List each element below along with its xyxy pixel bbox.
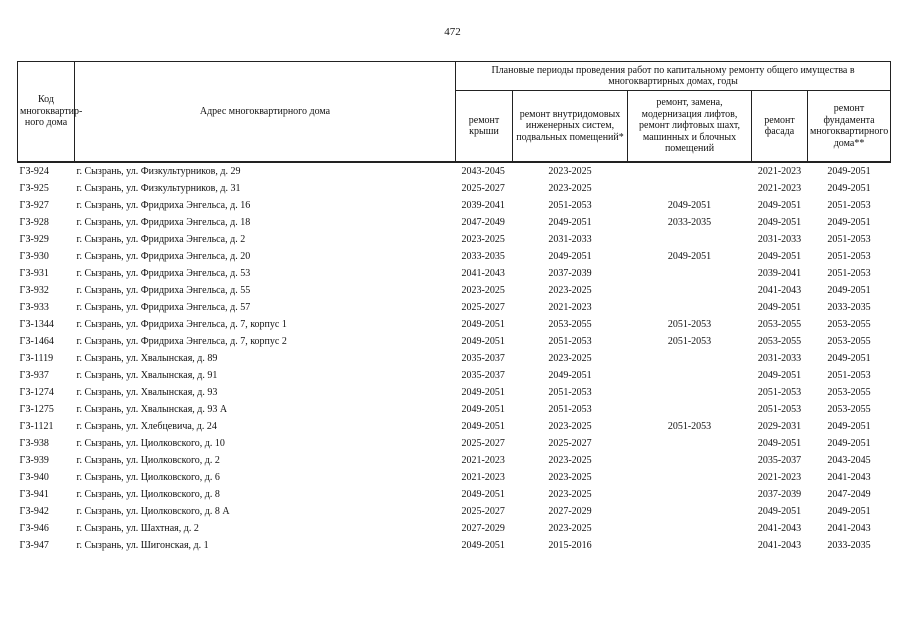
cell-code: ГЗ-924 — [19, 166, 49, 177]
cell-address: г. Сызрань, ул. Хвалынская, д. 89 — [76, 353, 218, 364]
table-row — [18, 214, 891, 231]
cell-foundation: 2051-2053 — [827, 251, 871, 262]
cell-elevators — [628, 469, 752, 486]
cell-elevators — [628, 537, 752, 554]
cell-foundation: 2043-2045 — [827, 455, 871, 466]
cell-systems: 2023-2025 — [548, 353, 592, 364]
cell-facade: 2041-2043 — [757, 285, 802, 296]
cell-facade: 2037-2039 — [757, 489, 802, 500]
cell-facade: 2021-2023 — [757, 472, 802, 483]
cell-foundation: 2051-2053 — [827, 370, 871, 381]
cell-elevators — [628, 350, 752, 367]
cell-facade: 2029-2031 — [757, 421, 802, 432]
cell-elevators — [628, 452, 752, 469]
cell-systems: 2023-2025 — [548, 489, 592, 500]
header-planned-periods: Плановые периоды проведения работ по капитальному ремонту общего имущества в многоквартирных домах, годы — [456, 62, 891, 91]
cell-code: ГЗ-940 — [19, 472, 49, 483]
cell-systems: 2023-2025 — [548, 523, 592, 534]
cell-foundation: 2053-2055 — [827, 319, 871, 330]
cell-facade: 2051-2053 — [757, 404, 802, 415]
cell-address: г. Сызрань, ул. Физкультурников, д. 31 — [76, 183, 241, 194]
table-row — [18, 486, 891, 503]
cell-systems: 2037-2039 — [548, 268, 592, 279]
cell-address: г. Сызрань, ул. Фридриха Энгельса, д. 7, корпус 1 — [76, 319, 287, 330]
cell-foundation: 2051-2053 — [827, 234, 871, 245]
cell-facade: 2049-2051 — [757, 506, 802, 517]
cell-elevators — [628, 231, 752, 248]
cell-elevators — [628, 401, 752, 418]
cell-facade: 2031-2033 — [757, 234, 802, 245]
cell-roof: 2033-2035 — [461, 251, 505, 262]
cell-roof: 2049-2051 — [461, 540, 505, 551]
table-row — [18, 520, 891, 537]
cell-address: г. Сызрань, ул. Фридриха Энгельса, д. 55 — [76, 285, 251, 296]
cell-address: г. Сызрань, ул. Фридриха Энгельса, д. 57 — [76, 302, 251, 313]
cell-roof: 2049-2051 — [461, 336, 505, 347]
table-row — [18, 537, 891, 554]
header-code: Код многоквартир-ного дома — [18, 62, 75, 163]
cell-facade: 2041-2043 — [757, 540, 802, 551]
cell-address: г. Сызрань, ул. Хвалынская, д. 93 А — [76, 404, 228, 415]
table-row — [18, 401, 891, 418]
cell-code: ГЗ-946 — [19, 523, 49, 534]
table-row — [18, 162, 891, 180]
cell-roof: 2023-2025 — [461, 234, 505, 245]
table-row — [18, 418, 891, 435]
cell-systems: 2051-2053 — [548, 387, 592, 398]
cell-foundation: 2033-2035 — [827, 540, 871, 551]
cell-foundation: 2041-2043 — [827, 523, 871, 534]
cell-code: ГЗ-925 — [19, 183, 49, 194]
cell-foundation: 2049-2051 — [827, 285, 871, 296]
cell-elevators: 2051-2053 — [667, 319, 712, 330]
cell-foundation: 2041-2043 — [827, 472, 871, 483]
header-facade: ремонт фасада — [752, 91, 808, 163]
table-row — [18, 180, 891, 197]
cell-elevators: 2051-2053 — [667, 421, 712, 432]
cell-code: ГЗ-1275 — [19, 404, 54, 415]
cell-elevators: 2049-2051 — [667, 251, 712, 262]
cell-address: г. Сызрань, ул. Фридриха Энгельса, д. 2 — [76, 234, 246, 245]
cell-roof: 2025-2027 — [461, 506, 505, 517]
cell-roof: 2039-2041 — [461, 200, 505, 211]
cell-address: г. Сызрань, ул. Циолковского, д. 2 — [76, 455, 220, 466]
cell-code: ГЗ-938 — [19, 438, 49, 449]
cell-foundation: 2049-2051 — [827, 217, 871, 228]
cell-address: г. Сызрань, ул. Хвалынская, д. 91 — [76, 370, 218, 381]
cell-elevators — [628, 384, 752, 401]
cell-systems: 2051-2053 — [548, 404, 592, 415]
cell-address: г. Сызрань, ул. Хлебцевича, д. 24 — [76, 421, 217, 432]
cell-roof: 2035-2037 — [461, 370, 505, 381]
cell-foundation: 2053-2055 — [827, 336, 871, 347]
cell-roof: 2021-2023 — [461, 472, 505, 483]
cell-roof: 2027-2029 — [461, 523, 505, 534]
cell-roof: 2025-2027 — [461, 438, 505, 449]
cell-systems: 2051-2053 — [548, 200, 592, 211]
cell-code: ГЗ-931 — [19, 268, 49, 279]
table-row — [18, 333, 891, 350]
capital-repair-table — [17, 61, 891, 554]
cell-elevators — [628, 265, 752, 282]
cell-systems: 2023-2025 — [548, 285, 592, 296]
cell-roof: 2047-2049 — [461, 217, 505, 228]
cell-code: ГЗ-1344 — [19, 319, 54, 330]
cell-elevators — [628, 435, 752, 452]
cell-facade: 2049-2051 — [757, 251, 802, 262]
table-row — [18, 435, 891, 452]
cell-facade: 2049-2051 — [757, 438, 802, 449]
cell-code: ГЗ-932 — [19, 285, 49, 296]
cell-roof: 2021-2023 — [461, 455, 505, 466]
header-elevators: ремонт, замена, модернизация лифтов, ремонт лифтовых шахт, машинных и блочных помещений — [628, 91, 752, 163]
cell-facade: 2049-2051 — [757, 200, 802, 211]
cell-address: г. Сызрань, ул. Физкультурников, д. 29 — [76, 166, 241, 177]
cell-code: ГЗ-928 — [19, 217, 49, 228]
cell-roof: 2023-2025 — [461, 285, 505, 296]
cell-roof: 2025-2027 — [461, 183, 505, 194]
cell-facade: 2031-2033 — [757, 353, 802, 364]
cell-systems: 2023-2025 — [548, 183, 592, 194]
header-roof: ремонт крыши — [456, 91, 513, 163]
cell-code: ГЗ-1274 — [19, 387, 54, 398]
table-row — [18, 350, 891, 367]
cell-elevators — [628, 520, 752, 537]
cell-systems: 2051-2053 — [548, 336, 592, 347]
cell-systems: 2025-2027 — [548, 438, 592, 449]
cell-roof: 2049-2051 — [461, 489, 505, 500]
cell-foundation: 2051-2053 — [827, 200, 871, 211]
header-address: Адрес многоквартирного дома — [75, 62, 456, 163]
cell-systems: 2049-2051 — [548, 370, 592, 381]
cell-systems: 2049-2051 — [548, 251, 592, 262]
cell-elevators — [628, 299, 752, 316]
cell-address: г. Сызрань, ул. Циолковского, д. 6 — [76, 472, 220, 483]
cell-code: ГЗ-933 — [19, 302, 49, 313]
cell-elevators: 2051-2053 — [667, 336, 712, 347]
cell-code: ГЗ-929 — [19, 234, 49, 245]
cell-roof: 2025-2027 — [461, 302, 505, 313]
cell-roof: 2049-2051 — [461, 421, 505, 432]
cell-foundation: 2049-2051 — [827, 421, 871, 432]
table-row — [18, 503, 891, 520]
table-row — [18, 299, 891, 316]
cell-facade: 2053-2055 — [757, 336, 802, 347]
cell-facade: 2035-2037 — [757, 455, 802, 466]
cell-address: г. Сызрань, ул. Фридриха Энгельса, д. 16 — [76, 200, 251, 211]
cell-foundation: 2053-2055 — [827, 404, 871, 415]
cell-address: г. Сызрань, ул. Циолковского, д. 10 — [76, 438, 225, 449]
cell-elevators — [628, 180, 752, 197]
cell-code: ГЗ-937 — [19, 370, 49, 381]
cell-facade: 2039-2041 — [757, 268, 802, 279]
cell-roof: 2035-2037 — [461, 353, 505, 364]
cell-facade: 2021-2023 — [757, 183, 802, 194]
cell-code: ГЗ-1464 — [19, 336, 54, 347]
cell-systems: 2023-2025 — [548, 472, 592, 483]
cell-elevators: 2049-2051 — [667, 200, 712, 211]
cell-facade: 2049-2051 — [757, 217, 802, 228]
cell-elevators — [628, 367, 752, 384]
table-row — [18, 248, 891, 265]
cell-facade: 2021-2023 — [757, 166, 802, 177]
cell-roof: 2049-2051 — [461, 404, 505, 415]
cell-systems: 2031-2033 — [548, 234, 592, 245]
cell-systems: 2023-2025 — [548, 166, 592, 177]
cell-elevators — [628, 162, 752, 180]
cell-systems: 2027-2029 — [548, 506, 592, 517]
table-header — [18, 62, 891, 163]
cell-systems: 2023-2025 — [548, 421, 592, 432]
cell-address: г. Сызрань, ул. Шахтная, д. 2 — [76, 523, 199, 534]
cell-foundation: 2049-2051 — [827, 438, 871, 449]
cell-code: ГЗ-942 — [19, 506, 49, 517]
table-row — [18, 452, 891, 469]
cell-address: г. Сызрань, ул. Фридриха Энгельса, д. 53 — [76, 268, 251, 279]
table-row — [18, 384, 891, 401]
cell-systems: 2023-2025 — [548, 455, 592, 466]
table-row — [18, 469, 891, 486]
cell-address: г. Сызрань, ул. Циолковского, д. 8 А — [76, 506, 230, 517]
cell-foundation: 2049-2051 — [827, 166, 871, 177]
table-body — [18, 162, 891, 554]
cell-address: г. Сызрань, ул. Циолковского, д. 8 — [76, 489, 220, 500]
cell-roof: 2043-2045 — [461, 166, 505, 177]
page-number: 472 — [444, 26, 461, 38]
cell-elevators — [628, 503, 752, 520]
cell-systems: 2053-2055 — [548, 319, 592, 330]
cell-facade: 2053-2055 — [757, 319, 802, 330]
cell-address: г. Сызрань, ул. Фридриха Энгельса, д. 18 — [76, 217, 251, 228]
cell-elevators: 2033-2035 — [667, 217, 712, 228]
cell-address: г. Сызрань, ул. Фридриха Энгельса, д. 20 — [76, 251, 251, 262]
table-row — [18, 197, 891, 214]
cell-code: ГЗ-939 — [19, 455, 49, 466]
cell-roof: 2049-2051 — [461, 319, 505, 330]
cell-code: ГЗ-927 — [19, 200, 49, 211]
cell-code: ГЗ-1119 — [19, 353, 54, 364]
cell-systems: 2015-2016 — [548, 540, 592, 551]
header-foundation: ремонт фундамента многоквартирного дома** — [808, 91, 891, 163]
cell-foundation: 2051-2053 — [827, 268, 871, 279]
cell-facade: 2049-2051 — [757, 370, 802, 381]
table-row — [18, 367, 891, 384]
cell-roof: 2041-2043 — [461, 268, 505, 279]
cell-address: г. Сызрань, ул. Шигонская, д. 1 — [76, 540, 209, 551]
table-row — [18, 265, 891, 282]
table-row — [18, 316, 891, 333]
cell-systems: 2021-2023 — [548, 302, 592, 313]
table-row — [18, 282, 891, 299]
cell-address: г. Сызрань, ул. Фридриха Энгельса, д. 7, корпус 2 — [76, 336, 287, 347]
cell-code: ГЗ-1121 — [19, 421, 54, 432]
cell-code: ГЗ-930 — [19, 251, 49, 262]
cell-foundation: 2049-2051 — [827, 353, 871, 364]
cell-elevators — [628, 282, 752, 299]
cell-elevators — [628, 486, 752, 503]
cell-foundation: 2049-2051 — [827, 506, 871, 517]
cell-code: ГЗ-947 — [19, 540, 49, 551]
header-systems: ремонт внутридомовых инженерных систем, подвальных помещений* — [513, 91, 628, 163]
cell-foundation: 2047-2049 — [827, 489, 871, 500]
cell-facade: 2049-2051 — [757, 302, 802, 313]
cell-address: г. Сызрань, ул. Хвалынская, д. 93 — [76, 387, 218, 398]
cell-foundation: 2049-2051 — [827, 183, 871, 194]
cell-foundation: 2033-2035 — [827, 302, 871, 313]
cell-facade: 2051-2053 — [757, 387, 802, 398]
cell-systems: 2049-2051 — [548, 217, 592, 228]
cell-foundation: 2053-2055 — [827, 387, 871, 398]
cell-roof: 2049-2051 — [461, 387, 505, 398]
table-row — [18, 231, 891, 248]
cell-facade: 2041-2043 — [757, 523, 802, 534]
cell-code: ГЗ-941 — [19, 489, 49, 500]
